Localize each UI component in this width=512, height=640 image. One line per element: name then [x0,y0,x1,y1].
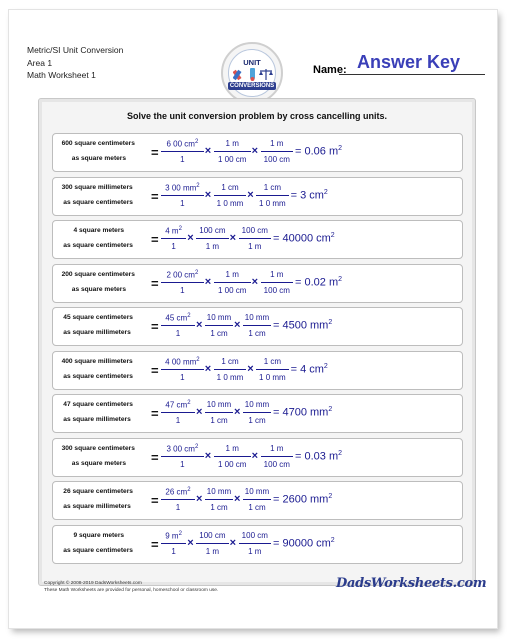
fraction-denominator: 1 cm [248,503,266,512]
equals-sign: = [151,275,159,291]
fraction-denominator: 1 cm [210,503,228,512]
logo-conversions-text: CONVERSIONS [229,83,275,89]
conversion-fraction [161,226,186,254]
conversion-fraction [161,357,204,385]
problem-row [52,394,463,433]
multiply-sign: × [204,275,212,288]
fraction-denominator: 1 m [248,242,262,251]
fraction-bar [239,238,271,239]
conversion-fraction [214,139,251,167]
answer-result: = 90000 $cm^2$ [273,536,335,550]
question-target-unit: as square centimeters [63,242,133,249]
fraction-bar [261,282,293,283]
fraction-bar [261,151,293,152]
answer-result: = 0.02 $m^2$ [295,275,343,289]
fraction-bar [161,238,186,239]
fraction-denominator: 1 m [248,546,262,556]
question-quantity: 400 square millimeters [61,357,133,365]
conversion-fraction [261,444,293,472]
conversion-fraction [161,139,204,167]
multiply-sign: × [204,188,212,201]
equals-sign: = [151,449,159,465]
equals-sign: = [151,319,159,334]
fraction-numerator: 100 cm [241,530,268,540]
fraction-bar [161,369,204,370]
conversion-fraction [196,531,228,559]
ruler-icon [233,70,242,80]
answer-result: = 40000 $cm^2$ [273,232,335,245]
logo-unit-text: UNIT [243,58,261,67]
conversion-fraction [214,270,251,298]
fraction-numerator: 10 mm [244,487,270,496]
fraction-denominator: 100 cm [263,285,290,295]
fraction-denominator: 1 00 cm [217,459,247,469]
multiply-sign: × [251,449,259,462]
problem-row [52,438,463,477]
answer-result: = 0.03 $m^2$ [295,449,343,463]
fraction-numerator: 1 cm [263,182,282,192]
multiply-sign: × [247,188,254,201]
conversion-fraction [243,487,271,515]
multiply-sign: × [234,493,241,505]
fraction-numerator: 1 m [270,443,284,453]
fraction-bar [196,238,228,239]
question-target-unit: as square meters [71,285,127,293]
fraction-bar [161,282,204,283]
fraction-bar [161,543,186,544]
fraction-numerator: 100 cm [199,226,226,235]
question-target-unit: as square centimeters [63,372,133,380]
question-quantity: 4 square meters [73,227,125,234]
equals-sign: = [151,362,159,378]
fraction-numerator: 100 cm [199,530,226,540]
conversion-fraction [196,226,228,254]
fraction-bar [243,499,271,500]
question-quantity: 300 square millimeters [61,183,133,191]
name-line [339,74,485,75]
fraction-denominator: 1 [180,459,185,469]
multiply-sign: × [196,406,203,418]
question-target-unit: as square millimeters [63,416,131,423]
question-quantity: 200 square centimeters [61,270,135,278]
fraction-bar [261,456,293,457]
equals-sign: = [151,232,159,247]
multiply-sign: × [187,536,194,549]
multiply-sign: × [204,362,212,375]
fraction-denominator: 1 [180,372,185,382]
multiply-sign: × [251,275,259,288]
answer-result: = 3 $cm^2$ [290,188,328,202]
fraction-numerator: 1 cm [263,356,282,366]
usage-notice: These Math Worksheets are provided for personal, homeschool or classroom use. [44,587,219,593]
fraction-numerator: 1 cm [221,182,239,192]
fraction-numerator: 3 00 $cm^2$ [166,443,199,454]
fraction-denominator: 1 [180,285,185,295]
fraction-bar [214,195,246,196]
answer-result: = 4 $cm^2$ [290,362,328,376]
conversion-fraction [161,400,195,428]
fraction-bar [161,412,195,413]
fraction-numerator: 3 00 $mm^2$ [165,182,200,193]
question-target-unit: as square millimeters [63,329,131,336]
fraction-denominator: 1 [171,242,176,251]
multiply-sign: × [187,232,194,244]
multiply-sign: × [204,449,212,462]
question-quantity: 600 square centimeters [61,140,135,147]
question-target-unit: as square meters [71,155,127,162]
thermometer-icon [250,68,255,81]
fraction-bar [161,325,195,326]
header-subtitle: Area 1 [27,57,53,68]
fraction-denominator: 1 m [205,242,220,251]
conversion-fraction [261,270,293,298]
question-target-unit: as square centimeters [63,198,133,206]
fraction-bar [243,325,271,326]
question-quantity: 26 square centimeters [63,488,133,495]
question-quantity: 45 square centimeters [63,314,133,321]
fraction-denominator: 1 0 mm [216,372,244,382]
fraction-denominator: 100 cm [263,155,290,164]
fraction-denominator: 1 0 mm [216,198,244,208]
fraction-numerator: 100 cm [241,226,268,235]
conversion-fraction [205,313,233,341]
fraction-numerator: 1 m [225,443,239,453]
fraction-bar [243,412,271,413]
fraction-numerator: 2 00 $cm^2$ [166,269,199,280]
fraction-numerator: 1 cm [221,356,239,366]
fraction-denominator: 100 cm [263,459,290,469]
fraction-numerator: 10 mm [206,400,232,409]
multiply-sign: × [229,232,237,244]
problem-row [52,307,463,346]
conversion-fraction [161,313,195,341]
question-target-unit: as square centimeters [63,546,133,554]
multiply-sign: × [229,536,237,549]
equals-sign: = [151,493,159,508]
equals-sign: = [151,406,159,421]
fraction-bar [161,151,204,152]
header-worksheet-number: Math Worksheet 1 [27,70,96,81]
problem-row [52,351,463,390]
header-title: Metric/SI Unit Conversion [27,45,124,55]
answer-result: = 0.06 $m^2$ [295,145,343,158]
fraction-denominator: 1 [180,155,185,164]
instructions: Solve the unit conversion problem by cross cancelling units. [126,111,388,121]
fraction-denominator: 1 cm [248,416,266,425]
fraction-bar [161,456,204,457]
multiply-sign: × [234,319,241,331]
fraction-denominator: 1 00 cm [217,155,247,164]
fraction-bar [196,543,228,544]
fraction-denominator: 1 0 mm [259,198,286,208]
worksheet-header [27,44,123,82]
conversion-fraction [205,487,233,515]
problem-row [52,481,463,520]
conversion-fraction [161,270,204,298]
problem-row [52,177,463,216]
fraction-numerator: 10 mm [244,400,270,409]
question-target-unit: as square millimeters [63,503,131,510]
fraction-denominator: 1 [175,416,181,425]
question-quantity: 47 square centimeters [63,401,133,408]
conversion-fraction [161,531,186,559]
conversion-fraction [161,444,204,472]
fraction-denominator: 1 [175,503,181,512]
fraction-numerator: 1 m [270,139,284,148]
fraction-denominator: 1 cm [210,416,228,425]
conversion-fraction [261,139,293,167]
fraction-numerator: 10 mm [244,313,270,322]
multiply-sign: × [196,493,203,505]
fraction-numerator: 1 m [225,139,239,148]
multiply-sign: × [247,362,254,375]
dadsworksheets-logo: DadsWorksheets.com [336,576,487,591]
answer-key-title: Answer Key [357,52,461,72]
fraction-numerator: 10 mm [206,313,232,322]
answer-result: = 4700 $mm^2$ [273,406,333,419]
fraction-denominator: 1 [171,546,176,556]
fraction-denominator: 1 00 cm [217,285,247,295]
fraction-bar [214,151,251,152]
conversion-fraction [214,183,246,211]
conversion-fraction [205,400,233,428]
multiply-sign: × [196,319,203,331]
fraction-denominator: 1 [175,329,181,338]
fraction-numerator: 4 00 $mm^2$ [165,356,200,367]
fraction-denominator: 1 cm [210,329,228,338]
conversion-fraction [256,183,288,211]
fraction-numerator: 1 m [225,269,239,279]
conversion-fraction [243,400,271,428]
copyright-footer [44,581,218,594]
scale-icon [259,69,273,80]
question-quantity: 9 square meters [73,531,125,539]
fraction-numerator: 10 mm [206,487,232,496]
multiply-sign: × [251,145,259,157]
conversion-fraction [243,313,271,341]
fraction-numerator: 47 $cm^2$ [165,400,191,410]
fraction-numerator: 26 $cm^2$ [165,487,191,497]
fraction-denominator: 1 m [205,546,220,556]
question-target-unit: as square meters [71,459,127,467]
fraction-bar [214,456,251,457]
fraction-bar [214,282,251,283]
fraction-numerator: 6 00 $cm^2$ [166,139,199,149]
equals-sign: = [151,188,159,204]
conversion-fraction [161,183,204,211]
multiply-sign: × [234,406,241,418]
fraction-denominator: 1 cm [248,329,266,338]
logo-icons [233,67,273,81]
problem-row [52,525,463,564]
unit-conversions-logo [221,42,283,104]
conversion-fraction [239,226,271,254]
conversion-fraction [214,357,246,385]
problems-panel [38,98,476,586]
fraction-bar [205,325,233,326]
problem-row [52,133,463,172]
fraction-bar [205,412,233,413]
fraction-numerator: 9 $m^2$ [165,530,182,541]
problem-row [52,220,463,259]
fraction-bar [205,499,233,500]
fraction-bar [214,369,246,370]
answer-result: = 4500 $mm^2$ [273,319,333,332]
question-quantity: 300 square centimeters [61,444,135,452]
fraction-bar [161,195,204,196]
copyright-text: Copyright © 2008-2019 DadsWorksheets.com [44,581,142,586]
equals-sign: = [151,536,159,552]
name-label: Name: [313,64,347,76]
fraction-numerator: 45 $cm^2$ [165,313,191,323]
multiply-sign: × [204,145,212,157]
problem-row [52,264,463,303]
fraction-numerator: 1 m [270,269,284,279]
conversion-fraction [161,487,195,515]
fraction-denominator: 1 [180,198,185,208]
fraction-denominator: 1 0 mm [259,372,286,382]
equals-sign: = [151,145,159,160]
conversion-fraction [214,444,251,472]
fraction-bar [239,543,271,544]
conversion-fraction [239,531,271,559]
conversion-fraction [256,357,288,385]
fraction-numerator: 4 $m^2$ [165,226,182,236]
fraction-bar [256,369,288,370]
fraction-bar [256,195,288,196]
answer-result: = 2600 $mm^2$ [273,493,333,506]
fraction-bar [161,499,195,500]
